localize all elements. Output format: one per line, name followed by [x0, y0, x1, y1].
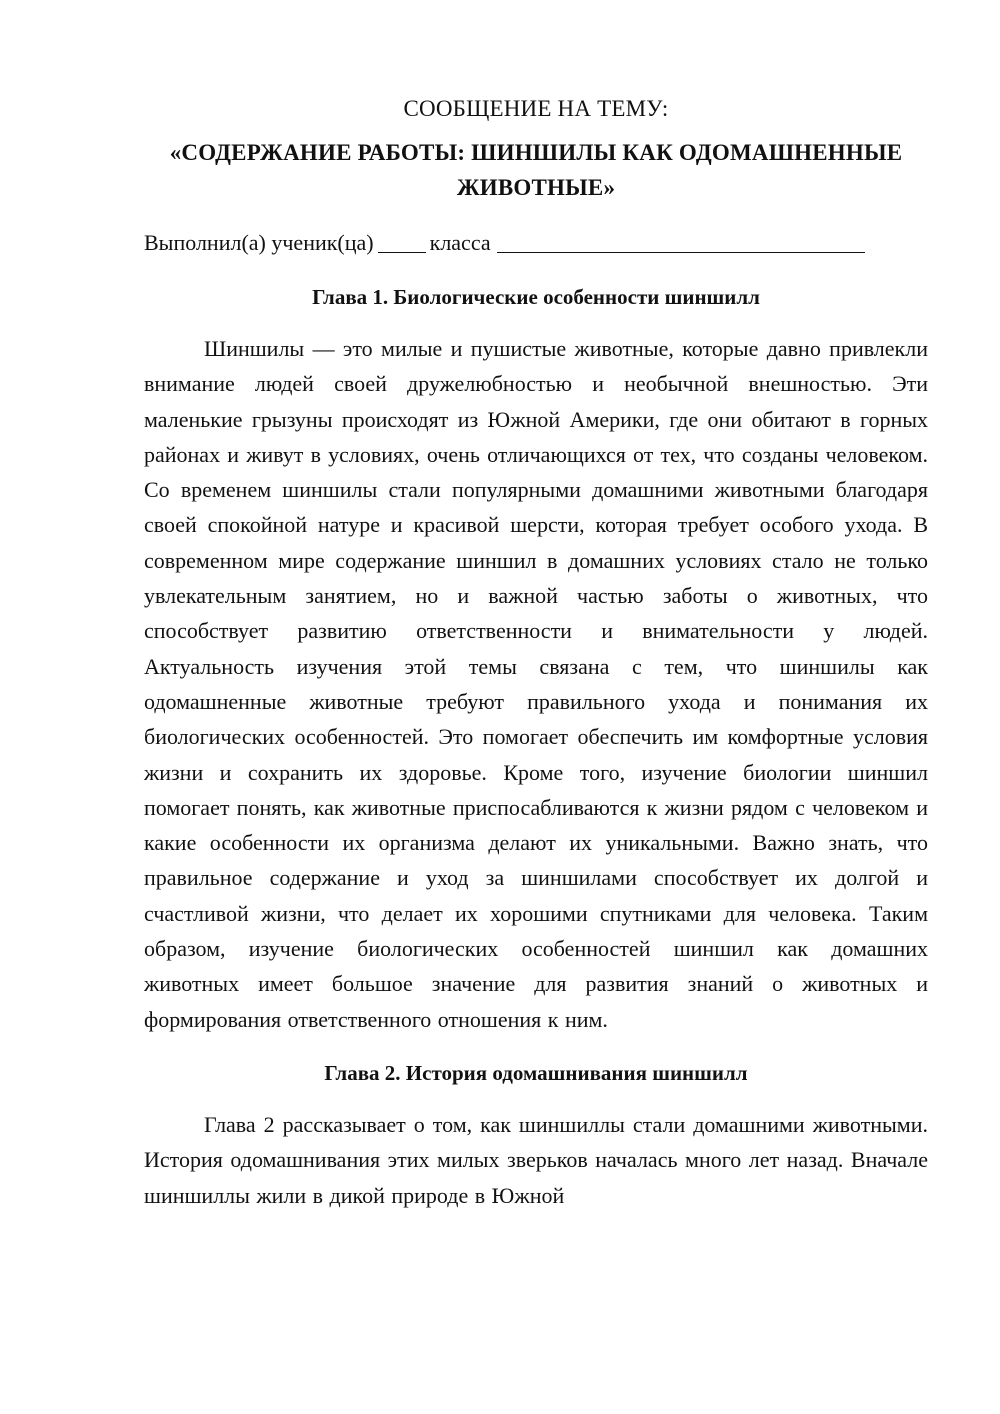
document-content — [144, 93, 928, 1213]
chapter-1-paragraph: Шиншилы — это милые и пушистые животные, которые давно привлекли внимание людей своей дружелюбностью и необычной внешностью. Эти маленькие грызуны происходят из Южной Америки, где они обитают в горных районах и живут в условиях, очень отличающихся от тех, что созданы человеком. Со временем шиншилы стали популярными домашними животными благодаря своей спокойной натуре и красивой шерсти, которая требует особого ухода. В современном мире содержание шиншил в домашних условиях стало не только увлекательным занятием, но и важной частью заботы о животных, что способствует развитию ответственности и внимательности у людей. Актуальность изучения этой темы связана с тем, что шиншилы как одомашненные животные требуют правильного ухода и понимания их биологических особенностей. Это помогает обеспечить им комфортные условия жизни и сохранить их здоровье. Кроме того, изучение биологии шиншил помогает понять, как животные приспосабливаются к жизни рядом с человеком и какие особенности их организма делают их уникальными. Важно знать, что правильное содержание и уход за шиншилами способствует их долгой и счастливой жизни, что делает их хорошими спутниками для человека. Таким образом, изучение биологических особенностей шиншил как домашних животных имеет большое значение для развития знаний о животных и формирования ответственного отношения к ним. — [144, 336, 928, 1032]
author-line-middle: класса — [429, 230, 491, 255]
chapter-1-heading: Глава 1. Биологические особенности шиншилл — [312, 285, 760, 309]
document-title: СООБЩЕНИЕ НА ТЕМУ: — [403, 96, 669, 121]
author-line — [144, 227, 928, 259]
document-topic: «СОДЕРЖАНИЕ РАБОТЫ: ШИНШИЛЫ КАК ОДОМАШНЕННЫЕ ЖИВОТНЫЕ» — [169, 140, 903, 200]
class-number-blank — [378, 230, 426, 253]
chapter-2-heading: Глава 2. История одомашнивания шиншилл — [324, 1060, 748, 1085]
author-line-prefix: Выполнил(а) ученик(ца) — [144, 230, 374, 255]
student-name-blank — [497, 230, 865, 253]
chapter-2-paragraph: Глава 2 рассказывает о том, как шиншиллы стали домашними животными. История одомашнивания этих милых зверьков началась много лет назад. Вначале шиншиллы жили в дикой природе в Южной — [144, 1111, 928, 1208]
